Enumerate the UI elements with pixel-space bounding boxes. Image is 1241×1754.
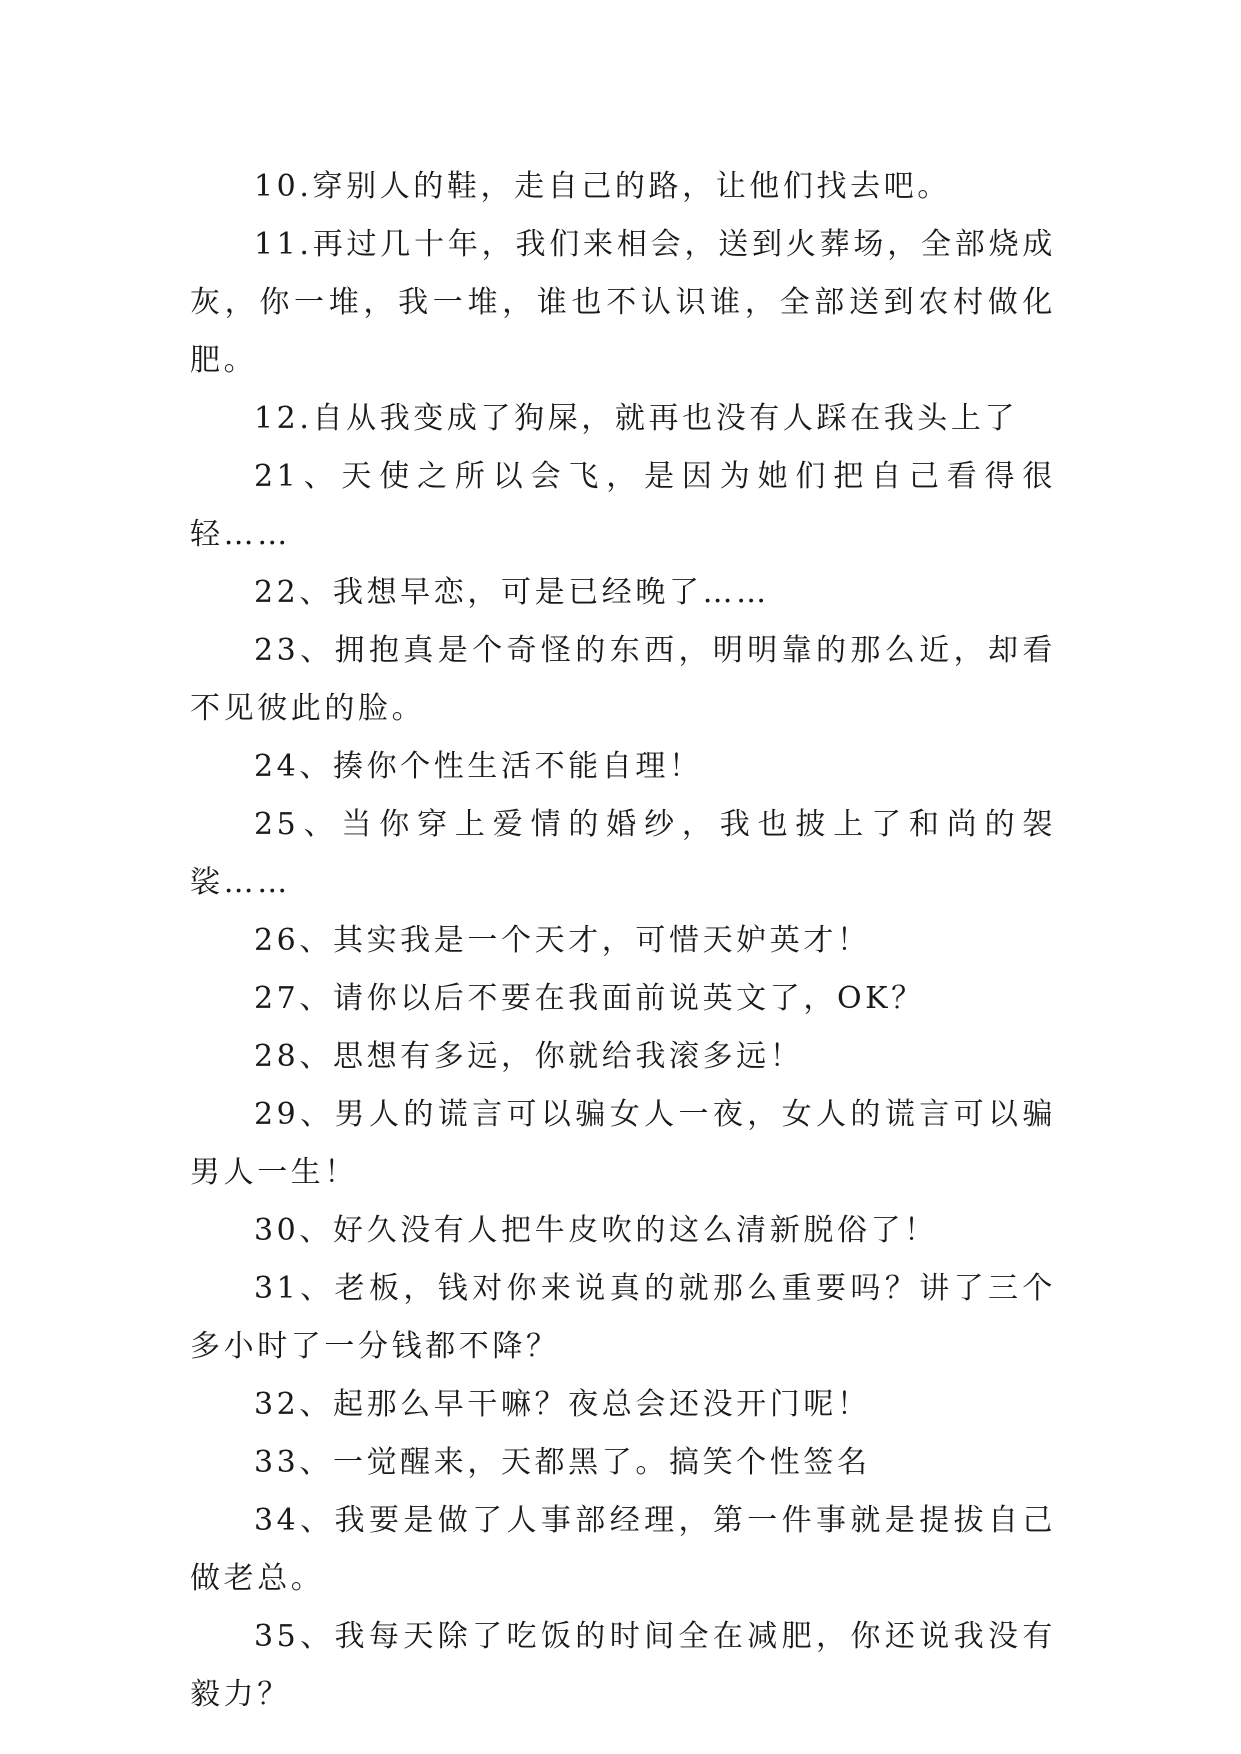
paragraph-33: 33、一觉醒来，天都黑了。搞笑个性签名 — [254, 1445, 871, 1480]
paragraph-10: 10.穿别人的鞋，走自己的路，让他们找去吧。 — [254, 169, 951, 204]
paragraph-24: 24、揍你个性生活不能自理！ — [254, 749, 703, 784]
paragraph-23: 23、拥抱真是个奇怪的东西，明明靠的那么近，却看不见彼此的脸。 — [190, 633, 1056, 726]
paragraph-28: 28、思想有多远，你就给我滚多远！ — [254, 1039, 804, 1074]
paragraph-27: 27、请你以后不要在我面前说英文了，OK？ — [254, 981, 925, 1016]
paragraph-29: 29、男人的谎言可以骗女人一夜，女人的谎言可以骗男人一生！ — [190, 1097, 1056, 1190]
paragraph-21: 21、天使之所以会飞，是因为她们把自己看得很轻…… — [190, 459, 1056, 552]
paragraph-35: 35、我每天除了吃饭的时间全在减肥，你还说我没有毅力？ — [190, 1619, 1056, 1712]
paragraph-32: 32、起那么早干嘛？夜总会还没开门呢！ — [254, 1387, 871, 1422]
paragraph-31: 31、老板，钱对你来说真的就那么重要吗？讲了三个多小时了一分钱都不降？ — [190, 1271, 1056, 1364]
paragraph-25: 25、当你穿上爱情的婚纱，我也披上了和尚的袈裟…… — [190, 807, 1056, 900]
document-body — [190, 158, 1056, 1724]
paragraph-11: 11.再过几十年，我们来相会，送到火葬场，全部烧成灰，你一堆，我一堆，谁也不认识谁，全部送到农村做化肥。 — [190, 227, 1056, 378]
paragraph-22: 22、我想早恋，可是已经晚了…… — [254, 575, 770, 610]
paragraph-34: 34、我要是做了人事部经理，第一件事就是提拔自己做老总。 — [190, 1503, 1056, 1596]
paragraph-12: 12.自从我变成了狗屎，就再也没有人踩在我头上了 — [254, 401, 1019, 436]
paragraph-26: 26、其实我是一个天才，可惜天妒英才！ — [254, 923, 871, 958]
paragraph-30: 30、好久没有人把牛皮吹的这么清新脱俗了！ — [254, 1213, 938, 1248]
